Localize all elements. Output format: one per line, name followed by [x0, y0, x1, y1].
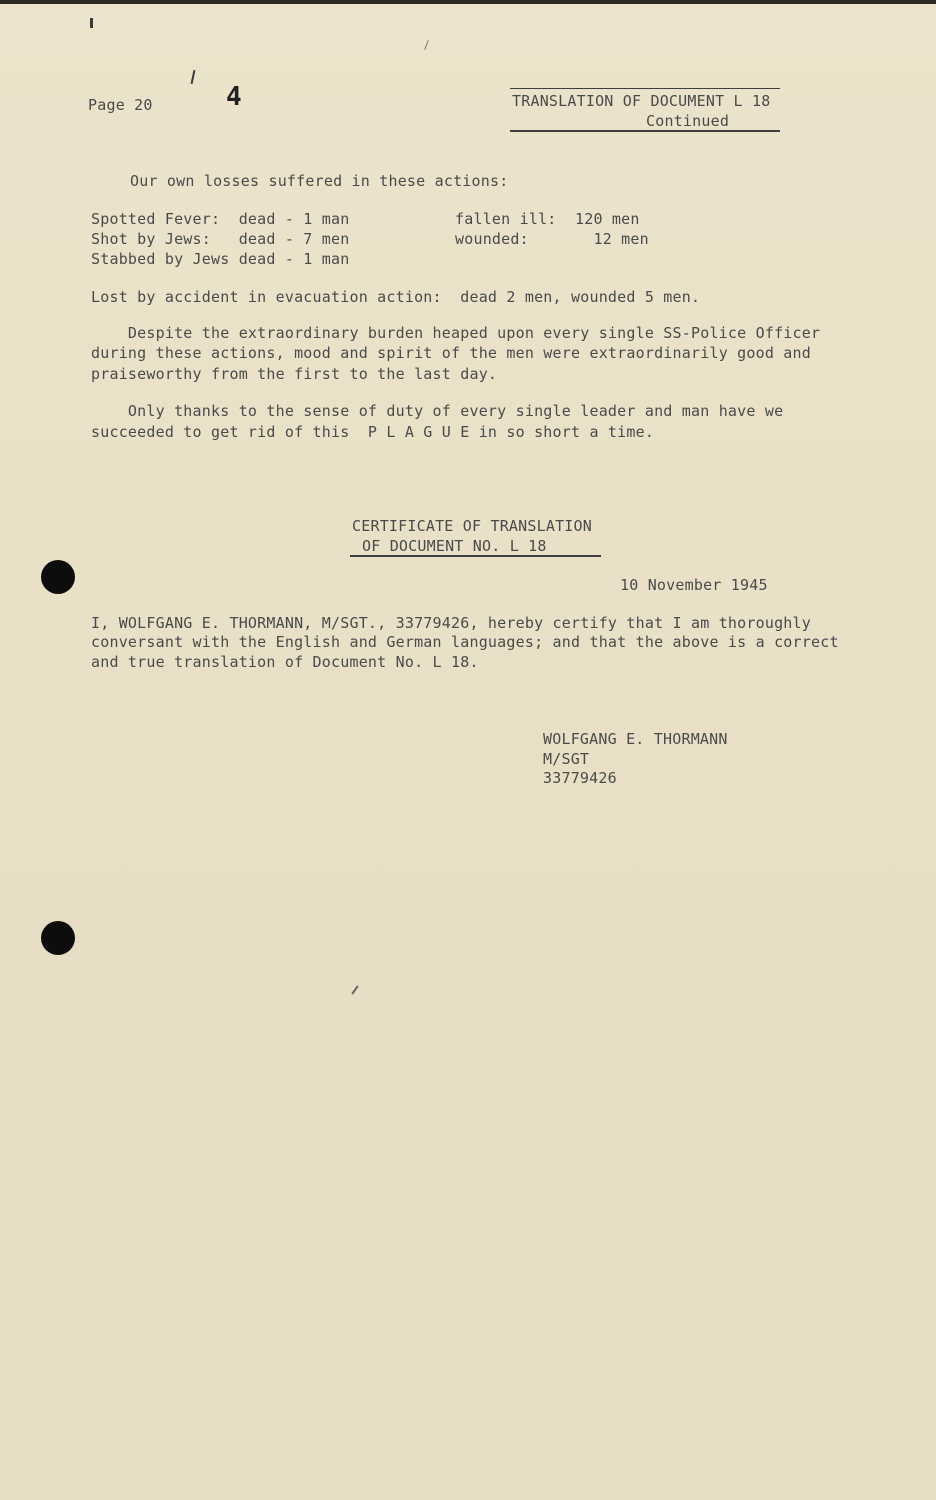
paragraph-line: Only thanks to the sense of duty of every single leader and man have we: [91, 402, 784, 420]
pencil-mark: [191, 70, 196, 84]
header-rule-bottom: [510, 130, 780, 132]
binder-hole: [41, 560, 75, 594]
certificate-line: conversant with the English and German languages; and that the above is a correct: [91, 633, 839, 651]
scan-edge: [0, 0, 936, 4]
paragraph-line: during these actions, mood and spirit of the men were extraordinarily good and: [91, 344, 811, 362]
document-subtitle: Continued: [646, 112, 730, 130]
loss-row-right: fallen ill: 120 men: [455, 210, 640, 228]
paragraph-line: succeeded to get rid of this P L A G U E in so short a time.: [91, 423, 655, 441]
pencil-mark: [90, 18, 93, 28]
document-title: TRANSLATION OF DOCUMENT L 18: [512, 92, 771, 110]
paragraph-line: praiseworthy from the first to the last day.: [91, 365, 498, 383]
certificate-subtitle: OF DOCUMENT NO. L 18: [362, 537, 547, 555]
loss-row-right: wounded: 12 men: [455, 230, 649, 248]
handwritten-page-mark: 4: [226, 82, 242, 112]
losses-intro: Our own losses suffered in these actions:: [130, 172, 509, 190]
binder-hole: [41, 921, 75, 955]
header-rule-top: [510, 88, 780, 89]
accident-losses: Lost by accident in evacuation action: dead 2 men, wounded 5 men.: [91, 288, 701, 306]
certificate-rule: [350, 555, 601, 557]
loss-row-left: Spotted Fever: dead - 1 man: [91, 210, 350, 228]
pencil-mark: [424, 40, 428, 50]
certificate-title: CERTIFICATE OF TRANSLATION: [352, 517, 592, 535]
certificate-line: I, WOLFGANG E. THORMANN, M/SGT., 33779426, hereby certify that I am thoroughly: [91, 614, 811, 632]
loss-row-left: Shot by Jews: dead - 7 men: [91, 230, 350, 248]
signature-serial: 33779426: [543, 769, 617, 787]
page-number: Page 20: [88, 96, 153, 114]
certificate-line: and true translation of Document No. L 18.: [91, 653, 479, 671]
loss-row-left: Stabbed by Jews dead - 1 man: [91, 250, 350, 268]
signature-rank: M/SGT: [543, 750, 590, 768]
pencil-mark: [351, 985, 358, 994]
signature-name: WOLFGANG E. THORMANN: [543, 730, 728, 748]
certificate-date: 10 November 1945: [620, 576, 768, 594]
paragraph-line: Despite the extraordinary burden heaped upon every single SS-Police Officer: [91, 324, 821, 342]
